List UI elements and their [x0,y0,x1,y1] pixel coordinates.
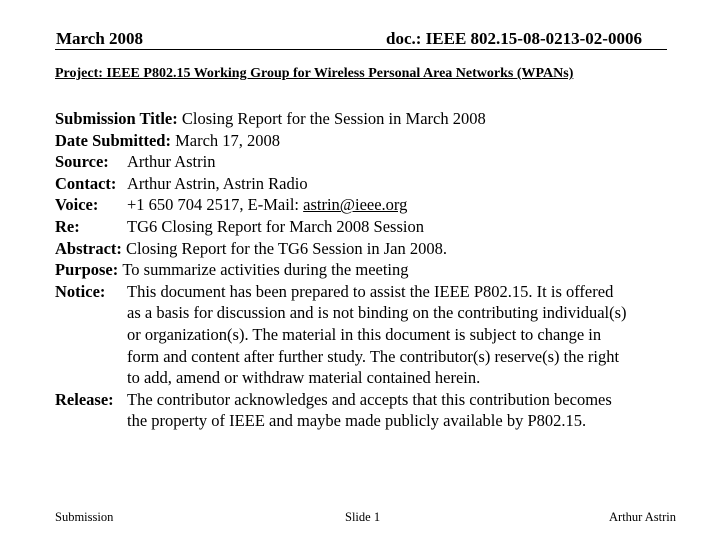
notice-line: or organization(s). The material in this document is subject to change in [127,324,602,344]
notice-line: form and content after further study. The contributor(s) reserve(s) the right [127,346,620,366]
footer-submission: Submission [55,510,114,524]
contact-row [55,173,685,195]
notice-label: Notice: [55,281,106,301]
contact-label: Contact: [55,173,117,193]
re-row [55,216,685,238]
purpose-value: To summarize activities during the meeting [122,260,409,280]
footer-author: Arthur Astrin [609,510,677,524]
abstract-label: Abstract: [55,238,122,258]
date-submitted-label: Date Submitted: [55,130,171,150]
contact-value: Arthur Astrin, Astrin Radio [127,173,308,193]
purpose-row [55,259,685,281]
purpose-label: Purpose: [55,260,119,280]
source-value: Arthur Astrin [127,152,216,172]
release-text [127,389,612,432]
abstract-value: Closing Report for the TG6 Session in Jan 2008. [126,238,448,258]
notice-line: This document has been prepared to assist the IEEE P802.15. It is offered [127,281,614,301]
release-row [55,389,685,432]
notice-line: as a basis for discussion and is not binding on the contributing individual(s) [127,303,627,323]
voice-value: +1 650 704 2517, E-Mail: [127,195,304,215]
date-submitted-row [55,130,685,152]
notice-line: to add, amend or withdraw material contained herein. [127,368,481,388]
header-rule [55,49,667,50]
email-link[interactable]: astrin@ieee.org [303,195,408,215]
notice-text [127,281,627,389]
source-row [55,151,685,173]
re-value: TG6 Closing Report for March 2008 Session [127,216,424,236]
submission-title-value: Closing Report for the Session in March 2008 [181,109,486,128]
voice-label: Voice: [55,195,99,215]
source-label: Source: [55,152,109,172]
project-line: Project: IEEE P802.15 Working Group for Wireless Personal Area Networks (WPANs) [55,66,574,81]
submission-title-label: Submission Title: [55,109,178,128]
date-submitted-value: March 17, 2008 [175,130,281,150]
abstract-row [55,238,685,260]
release-label: Release: [55,389,114,409]
release-line: the property of IEEE and maybe made publicly available by P802.15. [127,411,587,431]
submission-details [55,108,685,432]
header-doc-id: doc.: IEEE 802.15-08-0213-02-0006 [386,29,642,48]
re-label: Re: [55,216,80,236]
release-line: The contributor acknowledges and accepts that this contribution becomes [127,389,612,409]
voice-row [55,194,685,216]
notice-row [55,281,685,389]
footer-slide-number: Slide 1 [345,510,381,524]
submission-title-row [55,108,685,130]
header-date: March 2008 [56,29,144,48]
